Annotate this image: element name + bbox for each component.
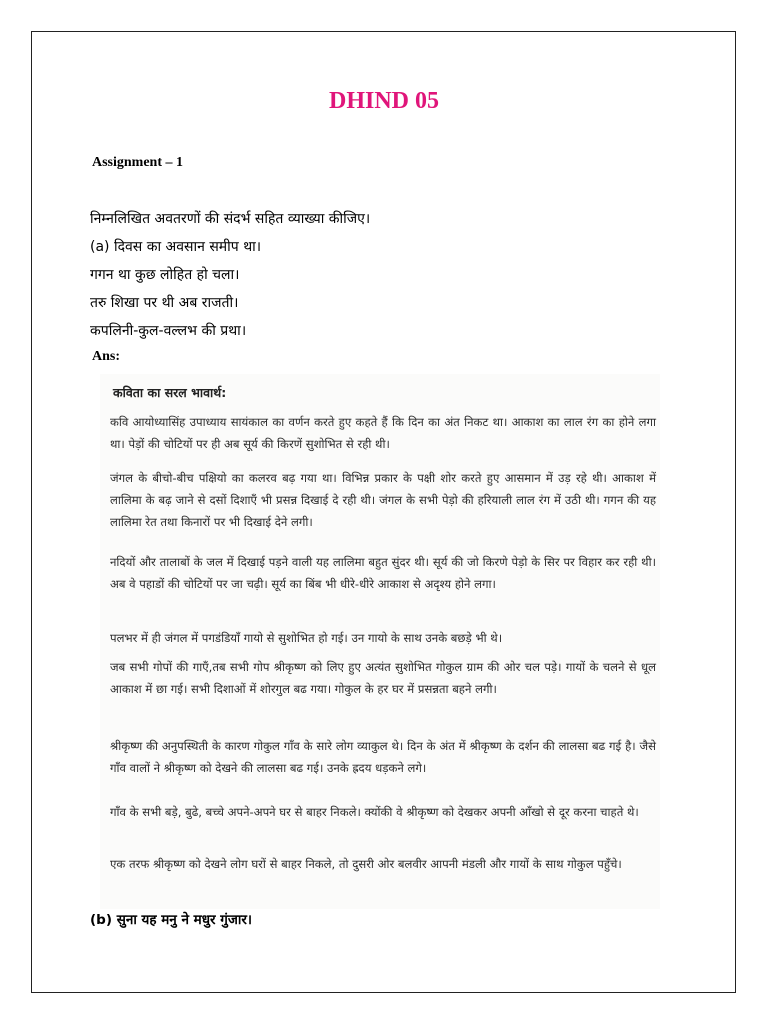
question-a-line-2: गगन था कुछ लोहित हो चला। bbox=[90, 267, 240, 283]
answer-paragraph-3: नदियों और तालाबों के जल में दिखाई पड़ने वाली यह लालिमा बहुत सुंदर थी। सूर्य की जो किरणे पेड़ो के सिर पर विहार कर रही थी। अब वे पहाडों की चोटियों पर जा चढ़ी। सूर्य का बिंब भी धीरे-धीरे आकाश से अदृश्य होने लगा। bbox=[110, 555, 656, 591]
question-intro: निम्नलिखित अवतरणों की संदर्भ सहित व्याख्या कीजिए। bbox=[90, 211, 371, 227]
ans-label: Ans: bbox=[92, 349, 121, 364]
answer-paragraph-2: जंगल के बीचो-बीच पक्षियो का कलरव बढ़ गया था। विभिन्न प्रकार के पक्षी शोर करते हुए आसमान में उड़ रहे थी। आकाश में लालिमा के बढ़ जाने से दसों दिशाएँ भी प्रसन्न दिखाई दे रही थी। जंगल के सभी पेड़ो की हरियाली लाल रंग में उठी थी। गगन की यह लालिमा रेत तथा किनारों पर भी दिखाई देने लगी। bbox=[110, 471, 656, 529]
answer-paragraph-7: गाँव के सभी बड़े, बुढे, बच्चे अपने-अपने घर से बाहर निकले। क्योंकी वे श्रीकृष्ण को देखकर अपनी आँखो से दूर करना चाहते थे। bbox=[110, 805, 639, 819]
question-b: (b) सुना यह मनु ने मधुर गुंजार। bbox=[90, 912, 253, 928]
question-a-line-4: कपलिनी-कुल-वल्लभ की प्रथा। bbox=[90, 323, 247, 339]
answer-paragraph-8: एक तरफ श्रीकृष्ण को देखने लोग घरों से बाहर निकले, तो दुसरी ओर बलवीर आपनी मंडली और गायों के साथ गोकुल पहुँचे। bbox=[110, 857, 622, 871]
answer-heading: कविता का सरल भावार्थ: bbox=[113, 385, 227, 400]
answer-paragraph-6: श्रीकृष्ण की अनुपस्थिती के कारण गोकुल गाँव के सारे लोग व्याकुल थे। दिन के अंत में श्रीकृष्ण के दर्शन की लालसा बढ गई है। जैसे गाँव वालों ने श्रीकृष्ण को देखने की लालसा बढ गई। उनके ह्रदय धड़कने लगे। bbox=[110, 739, 656, 775]
answer-paragraph-5: जब सभी गोपों की गाएँ,तब सभी गोप श्रीकृष्ण को लिए हुए अत्यंत सुशोभित गोकुल ग्राम की ओर चल पड़े। गायों के चलने से धूल आकाश में छा गई। सभी दिशाओं में शोरगुल बढ गया। गोकुल के हर घर में प्रसन्नता बहने लगी। bbox=[110, 660, 656, 696]
document-title: DHIND 05 bbox=[328, 88, 439, 114]
answer-paragraph-1: कवि आयोध्यासिंह उपाध्याय सायंकाल का वर्णन करते हुए कहते हैं कि दिन का अंत निकट था। आकाश का लाल रंग का होने लगा था। पेड़ों की चोटियों पर ही अब सूर्य की किरणें सुशोभित से रही थी। bbox=[110, 415, 656, 451]
question-a-line-1: (a) दिवस का अवसान समीप था। bbox=[90, 239, 262, 255]
question-a-line-3: तरु शिखा पर थी अब राजती। bbox=[90, 295, 239, 311]
answer-paragraph-4: पलभर में ही जंगल में पगडंडियाँ गायो से सुशोभित हो गई। उन गायो के साथ उनके बछड़े भी थे। bbox=[110, 631, 503, 645]
assignment-label: Assignment – 1 bbox=[92, 155, 184, 170]
